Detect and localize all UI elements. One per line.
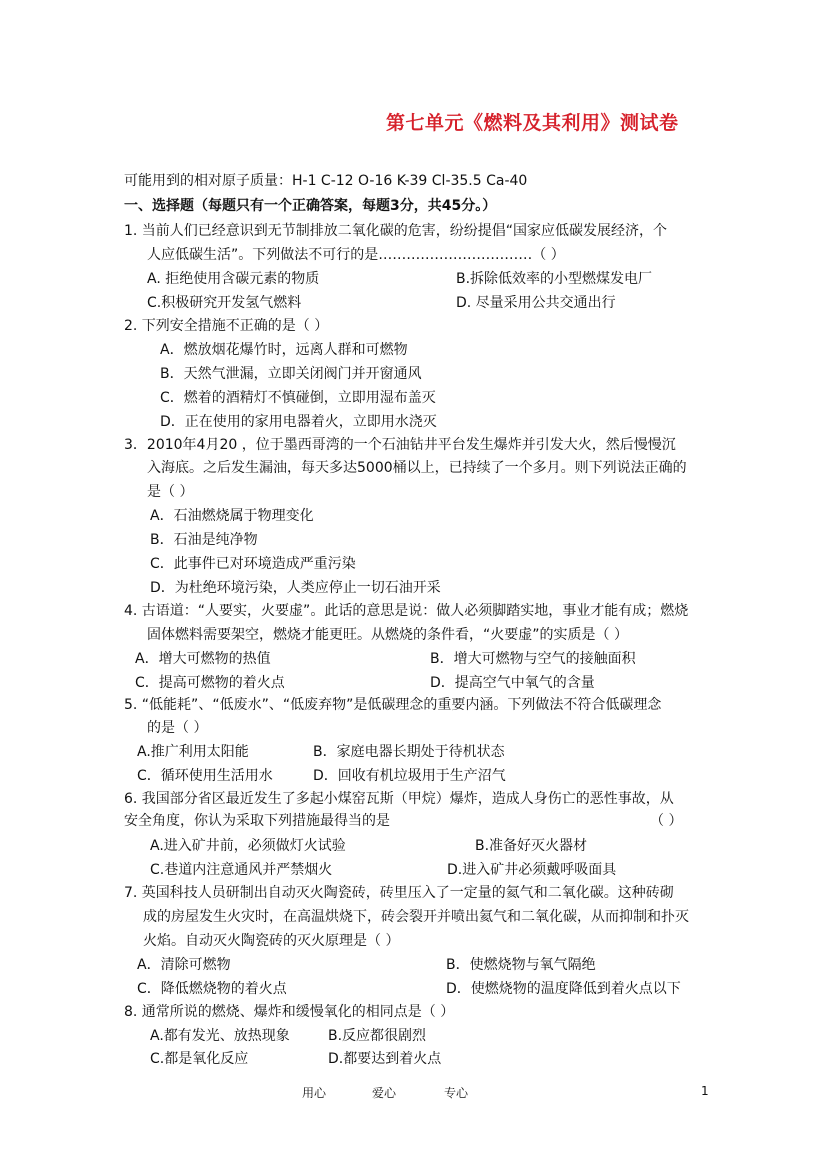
- question-1-option-a: A. 拒绝使用含碳元素的物质: [147, 271, 320, 287]
- question-3-stem-line-1: 3．2010年4月20 ，位于墨西哥湾的一个石油钻井平台发生爆炸并引发大火，然后慢慢沉: [124, 437, 676, 453]
- question-7-option-b: B．使燃烧物与氧气隔绝: [446, 957, 596, 973]
- page-title: 第七单元《燃料及其利用》测试卷: [386, 112, 679, 134]
- question-3-stem-line-3: 是（ ）: [147, 484, 194, 500]
- question-6-option-a: A.进入矿井前，必须做灯火试验: [150, 838, 346, 854]
- question-4-stem-line-1: 4. 古语道：“人要实，火要虚”。此话的意思是说：做人必须脚踏实地，事业才能有成；燃烧: [124, 603, 689, 619]
- question-6-stem-line-1: 6. 我国部分省区最近发生了多起小煤窑瓦斯（甲烷）爆炸，造成人身伤亡的恶性事故，从: [124, 791, 674, 807]
- question-4-option-b: B．增大可燃物与空气的接触面积: [430, 651, 636, 667]
- question-3-stem-line-2: 入海底。之后发生漏油，每天多达5000桶以上，已持续了一个多月。则下列说法正确的: [147, 460, 687, 476]
- question-6-answer-paren: （ ）: [650, 813, 683, 829]
- question-6-option-d: D.进入矿井必须戴呼吸面具: [447, 862, 617, 878]
- question-8-option-c: C.都是氧化反应: [150, 1051, 249, 1067]
- question-1-option-c: C.积极研究开发氢气燃料: [147, 295, 302, 311]
- question-3-option-b: B．石油是纯净物: [150, 532, 258, 548]
- question-6-option-b: B.准备好灭火器材: [475, 838, 588, 854]
- question-2-option-b: B．天然气泄漏，立即关闭阀门并开窗通风: [160, 366, 422, 382]
- question-5-option-d: D．回收有机垃圾用于生产沼气: [313, 768, 506, 784]
- question-7-stem-line-3: 火焰。自动灭火陶瓷砖的灭火原理是（ ）: [143, 933, 400, 949]
- question-7-option-c: C．降低燃烧物的着火点: [137, 981, 287, 997]
- question-3-option-c: C．此事件已对环境造成严重污染: [150, 556, 356, 572]
- question-1-stem-line-2: 人应低碳生活”。下列做法不可行的是……………………………（ ）: [147, 247, 565, 263]
- question-8-option-a: A.都有发光、放热现象: [150, 1028, 290, 1044]
- question-7-stem-line-1: 7. 英国科技人员研制出自动灭火陶瓷砖，砖里压入了一定量的氦气和二氧化碳。这种砖砌: [124, 885, 674, 901]
- question-1-stem-line-1: 1. 当前人们已经意识到无节制排放二氧化碳的危害，纷纷提倡“国家应低碳发展经济，个: [124, 223, 668, 239]
- footer-text-2: 爱心: [372, 1086, 397, 1100]
- question-5-stem-line-2: 的是（ ）: [147, 720, 208, 736]
- question-1-option-d: D. 尽量采用公共交通出行: [456, 295, 616, 311]
- page-number: 1: [701, 1084, 709, 1098]
- footer-text-3: 专心: [444, 1086, 469, 1100]
- question-2-option-a: A．燃放烟花爆竹时，远离人群和可燃物: [160, 342, 408, 358]
- question-5-option-b: B．家庭电器长期处于待机状态: [313, 744, 505, 760]
- question-8-option-d: D.都要达到着火点: [328, 1051, 442, 1067]
- question-3-option-a: A．石油燃烧属于物理变化: [150, 508, 314, 524]
- question-3-option-d: D．为杜绝环境污染，人类应停止一切石油开采: [150, 580, 441, 596]
- question-7-option-d: D．使燃烧物的温度降低到着火点以下: [446, 981, 681, 997]
- question-5-option-a: A.推广利用太阳能: [137, 744, 249, 760]
- question-7-option-a: A．清除可燃物: [137, 957, 231, 973]
- question-8-option-b: B.反应都很剧烈: [328, 1028, 427, 1044]
- question-1-option-b: B.拆除低效率的小型燃煤发电厂: [456, 271, 653, 287]
- question-8-stem: 8. 通常所说的燃烧、爆炸和缓慢氧化的相同点是（ ）: [124, 1004, 455, 1020]
- question-2-option-c: C．燃着的酒精灯不慎碰倒，立即用湿布盖灭: [160, 390, 436, 406]
- question-5-option-c: C．循环使用生活用水: [137, 768, 273, 784]
- question-4-stem-line-2: 固体燃料需要架空，燃烧才能更旺。从燃烧的条件看，“火要虚”的实质是（ ）: [147, 627, 628, 643]
- question-2-stem: 2. 下列安全措施不正确的是（ ）: [124, 318, 329, 334]
- section-heading: 一、选择题（每题只有一个正确答案，每题3分，共45分。）: [124, 198, 497, 214]
- footer-text-1: 用心: [302, 1086, 327, 1100]
- question-6-stem-line-2: 安全角度，你认为采取下列措施最得当的是: [124, 813, 390, 829]
- question-4-option-a: A．增大可燃物的热值: [135, 651, 271, 667]
- question-5-stem-line-1: 5. “低能耗”、“低废水”、“低废弃物”是低碳理念的重要内涵。下列做法不符合低碳理念: [124, 697, 662, 713]
- atomic-masses-line: 可能用到的相对原子质量：H-1 C-12 O-16 K-39 Cl-35.5 Ca-40: [124, 173, 528, 189]
- question-7-stem-line-2: 成的房屋发生火灾时，在高温烘烧下，砖会裂开并喷出氦气和二氧化碳，从而抑制和扑灭: [143, 909, 689, 925]
- question-6-option-c: C.巷道内注意通风并严禁烟火: [150, 862, 333, 878]
- question-2-option-d: D．正在使用的家用电器着火，立即用水浇灭: [160, 414, 437, 430]
- question-4-option-c: C．提高可燃物的着火点: [135, 675, 285, 691]
- question-4-option-d: D．提高空气中氧气的含量: [430, 675, 595, 691]
